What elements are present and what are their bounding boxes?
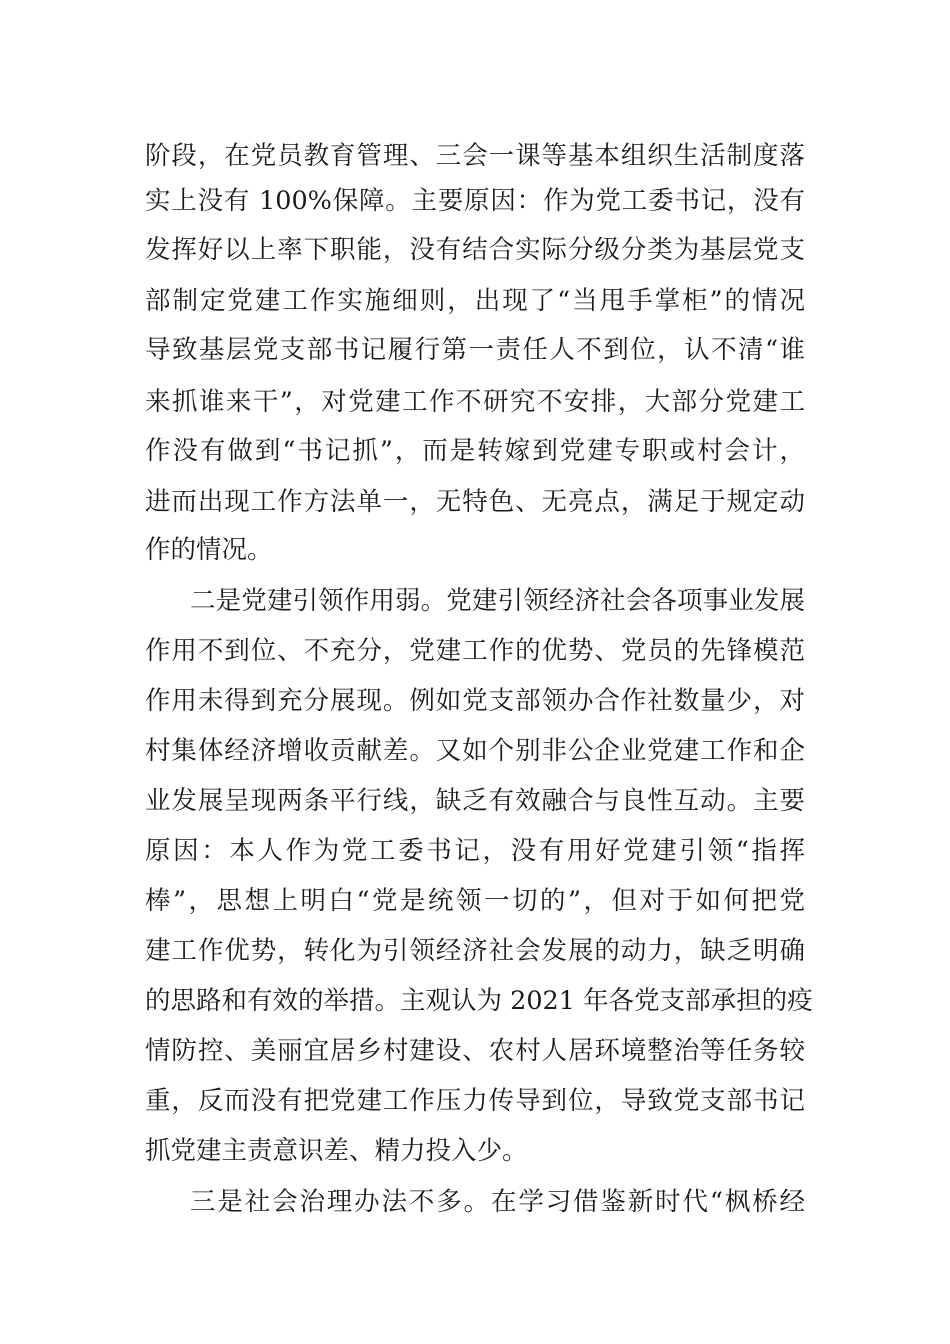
text-line: 实上没有 100%保障。主要原因：作为党工委书记，没有 bbox=[145, 186, 805, 216]
text-line: 来抓谁来干”，对党建工作不研究不安排，大部分党建工 bbox=[145, 387, 805, 417]
text-line: 进而出现工作方法单一，无特色、无亮点，满足于规定动 bbox=[145, 487, 805, 517]
text-line: 作的情况。 bbox=[145, 535, 273, 565]
text-line: 二是党建引领作用弱。党建引领经济社会各项事业发展 bbox=[190, 586, 805, 616]
text-line: 阶段，在党员教育管理、三会一课等基本组织生活制度落 bbox=[145, 141, 805, 171]
text-line: 建工作优势，转化为引领经济社会发展的动力，缺乏明确 bbox=[145, 936, 805, 966]
text-line: 的思路和有效的举措。主观认为 2021 年各党支部承担的疫 bbox=[145, 986, 813, 1016]
text-line: 作没有做到“书记抓”，而是转嫁到党建专职或村会计， bbox=[145, 436, 805, 466]
text-line: 导致基层党支部书记履行第一责任人不到位，认不清“谁 bbox=[145, 335, 805, 365]
text-line: 情防控、美丽宜居乡村建设、农村人居环境整治等任务较 bbox=[145, 1036, 805, 1066]
text-line: 重，反而没有把党建工作压力传导到位，导致党支部书记 bbox=[145, 1086, 805, 1116]
text-line: 作用未得到充分展现。例如党支部领办合作社数量少，对 bbox=[145, 686, 805, 716]
text-line: 三是社会治理办法不多。在学习借鉴新时代“枫桥经 bbox=[190, 1187, 805, 1217]
text-line: 业发展呈现两条平行线，缺乏有效融合与良性互动。主要 bbox=[145, 786, 805, 816]
text-line: 部制定党建工作实施细则，出现了“当甩手掌柜”的情况 bbox=[145, 286, 805, 316]
text-line: 发挥好以上率下职能，没有结合实际分级分类为基层党支 bbox=[145, 235, 805, 265]
text-line: 作用不到位、不充分，党建工作的优势、党员的先锋模范 bbox=[145, 636, 805, 666]
text-line: 村集体经济增收贡献差。又如个别非公企业党建工作和企 bbox=[145, 736, 805, 766]
text-line: 棒”，思想上明白“党是统领一切的”，但对于如何把党 bbox=[145, 886, 805, 916]
text-line: 原因：本人作为党工委书记，没有用好党建引领“指挥 bbox=[145, 836, 805, 866]
text-line: 抓党建主责意识差、精力投入少。 bbox=[145, 1136, 528, 1166]
